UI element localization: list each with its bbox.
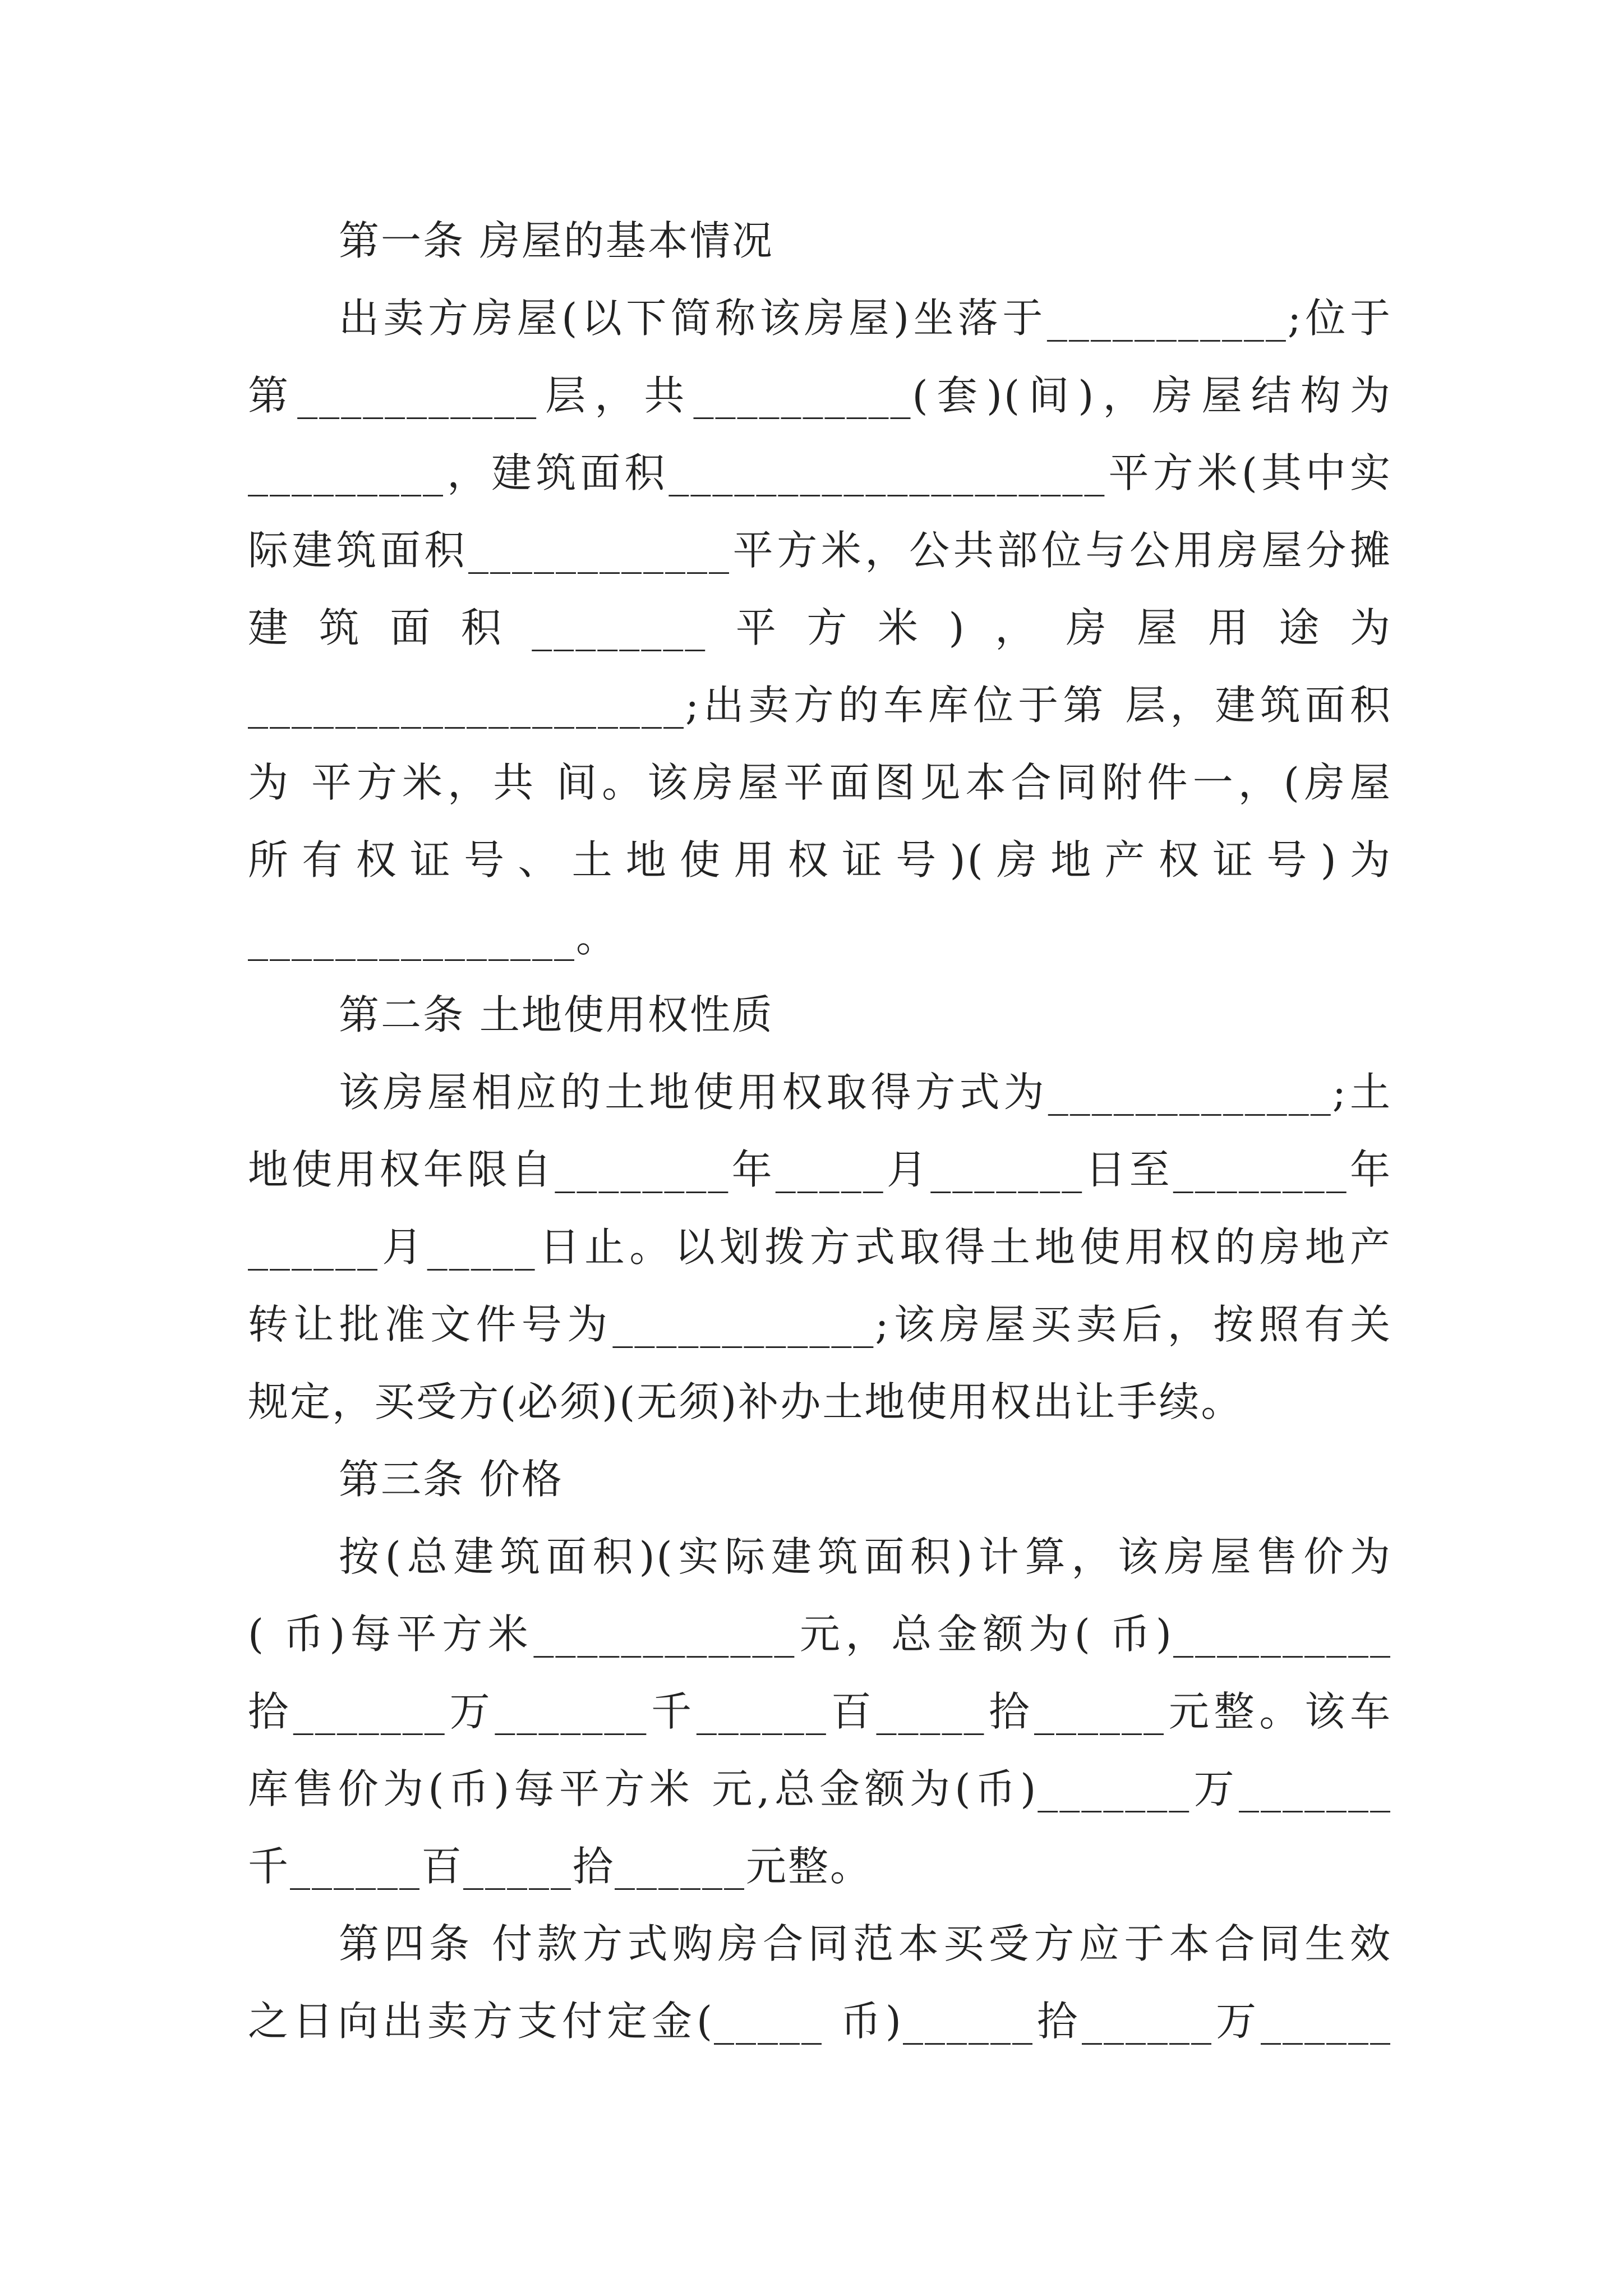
paragraph-line: 际建筑面积____________平方米，公共部位与公用房屋分摊 [248, 527, 1392, 574]
paragraph-line: 所有权证号、土地使用权证号)(房地产权证号)为 [248, 836, 1392, 884]
paragraph-line: 出卖方房屋(以下简称该房屋)坐落于___________;位于 [339, 295, 1392, 342]
article-1-heading: 第一条 房屋的基本情况 [339, 217, 774, 264]
paragraph-line: 千______百_____拾______元整。 [248, 1843, 873, 1890]
paragraph-line: _________，建筑面积____________________平方米(其中实 [248, 449, 1392, 496]
paragraph-line: 库售价为(币)每平方米 元,总金额为(币)_______万_______ [248, 1765, 1392, 1812]
paragraph-line: ______月_____日止。以划拨方式取得土地使用权的房地产 [248, 1223, 1392, 1271]
paragraph-line: 建筑面积________平方米)，房屋用途为 [248, 604, 1392, 651]
paragraph-line: 为 平方米，共 间。该房屋平面图见本合同附件一，(房屋 [248, 759, 1392, 806]
paragraph-line: 第___________层，共__________(套)(间)，房屋结构为 [248, 372, 1392, 419]
paragraph-line: 转让批准文件号为____________;该房屋买卖后，按照有关 [248, 1301, 1392, 1348]
paragraph-line: 之日向出卖方支付定金(_____ 币)______拾______万______ [248, 1998, 1392, 2045]
paragraph-line: _______________。 [248, 914, 618, 961]
paragraph-line: ( 币)每平方米____________元，总金额为( 币)__________ [248, 1611, 1392, 1658]
article-3-heading: 第三条 价格 [339, 1456, 564, 1503]
paragraph-line: 规定，买受方(必须)(无须)补办土地使用权出让手续。 [248, 1378, 1243, 1425]
paragraph-line: ____________________;出卖方的车库位于第 层，建筑面积 [248, 682, 1392, 729]
article-4-line: 第四条 付款方式购房合同范本买受方应于本合同生效 [339, 1920, 1392, 1967]
paragraph-line: 地使用权年限自________年_____月_______日至________年 [248, 1146, 1392, 1193]
paragraph-line: 拾_______万_______千______百_____拾______元整。该车 [248, 1688, 1392, 1735]
paragraph-line: 按(总建筑面积)(实际建筑面积)计算，该房屋售价为 [339, 1533, 1392, 1580]
article-2-heading: 第二条 土地使用权性质 [339, 991, 774, 1038]
paragraph-line: 该房屋相应的土地使用权取得方式为_____________;土 [339, 1069, 1392, 1116]
